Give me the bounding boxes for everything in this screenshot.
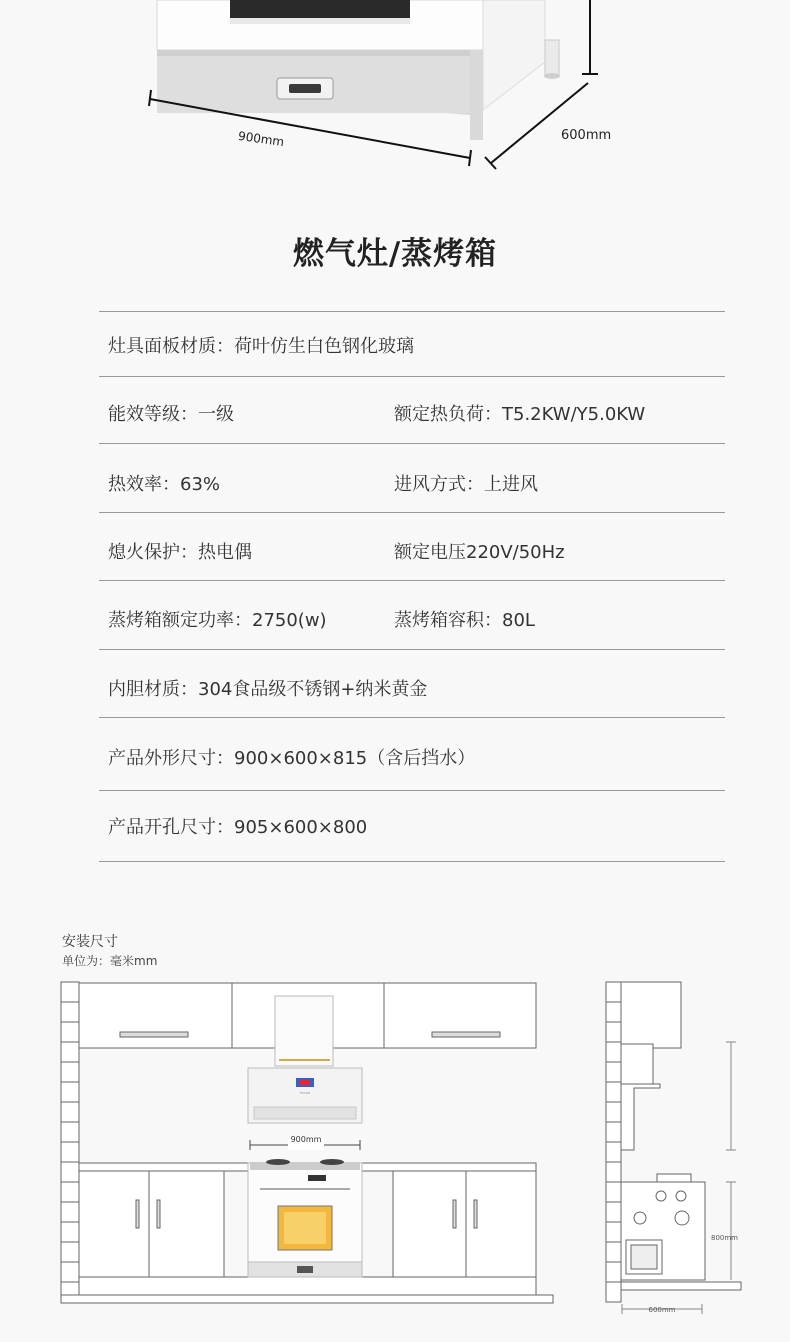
install-title: 安装尺寸 [62, 934, 118, 950]
depth-dimension-label: 600mm [561, 128, 612, 143]
spec-row [99, 790, 725, 862]
side-depth-label: 600mm [648, 1306, 676, 1314]
spec-label: 额定热负荷：T5.2KW/Y5.0KW [394, 404, 646, 425]
spec-label: 能效等级：一级 [108, 404, 234, 425]
spec-row [99, 580, 725, 649]
floor [61, 1295, 553, 1303]
side-height-label: 800mm [711, 1234, 738, 1242]
spec-row [99, 649, 725, 717]
spec-label: 熄火保护：热电偶 [108, 542, 252, 563]
side-floor [621, 1282, 741, 1290]
page-title: 燃气灶/蒸烤箱 [292, 236, 498, 272]
spec-label: 蒸烤箱容积：80L [394, 610, 535, 631]
install-unit-note: 单位为：毫米mm [62, 954, 158, 968]
spec-row [99, 311, 725, 376]
hood-width-dimension [250, 1135, 360, 1150]
hood-width-label: 900mm [290, 1135, 322, 1144]
side-oven [621, 1174, 705, 1280]
spec-label: 产品开孔尺寸：905×600×800 [108, 817, 368, 838]
spec-label: 额定电压220V/50Hz [394, 542, 565, 563]
product-dimension-figure [0, 0, 790, 210]
spec-label: 热效率：63% [108, 474, 221, 495]
spec-table [99, 311, 725, 862]
width-dimension-label: 900mm [237, 128, 286, 150]
side-height-dimension [711, 1042, 738, 1280]
appliance-illustration [0, 0, 790, 210]
side-depth-dimension [622, 1304, 702, 1314]
spec-label: 蒸烤箱额定功率：2750(w) [108, 610, 327, 631]
hood-brand-label: FOTILE [299, 1091, 311, 1095]
spec-row [99, 376, 725, 443]
steam-oven-front [248, 1159, 362, 1277]
installation-diagram [0, 970, 790, 1342]
side-wall [606, 982, 621, 1302]
spec-row [99, 443, 725, 512]
left-wall [61, 982, 79, 1302]
spec-label: 灶具面板材质：荷叶仿生白色钢化玻璃 [108, 336, 414, 357]
side-cabinet-and-hood [621, 982, 681, 1150]
spec-row [99, 717, 725, 790]
spec-label: 内胆材质：304食品级不锈钢+纳米黄金 [108, 679, 428, 700]
spec-label: 进风方式：上进风 [394, 474, 538, 495]
spec-label: 产品外形尺寸：900×600×815（含后挡水） [108, 748, 476, 769]
spec-row [99, 512, 725, 580]
